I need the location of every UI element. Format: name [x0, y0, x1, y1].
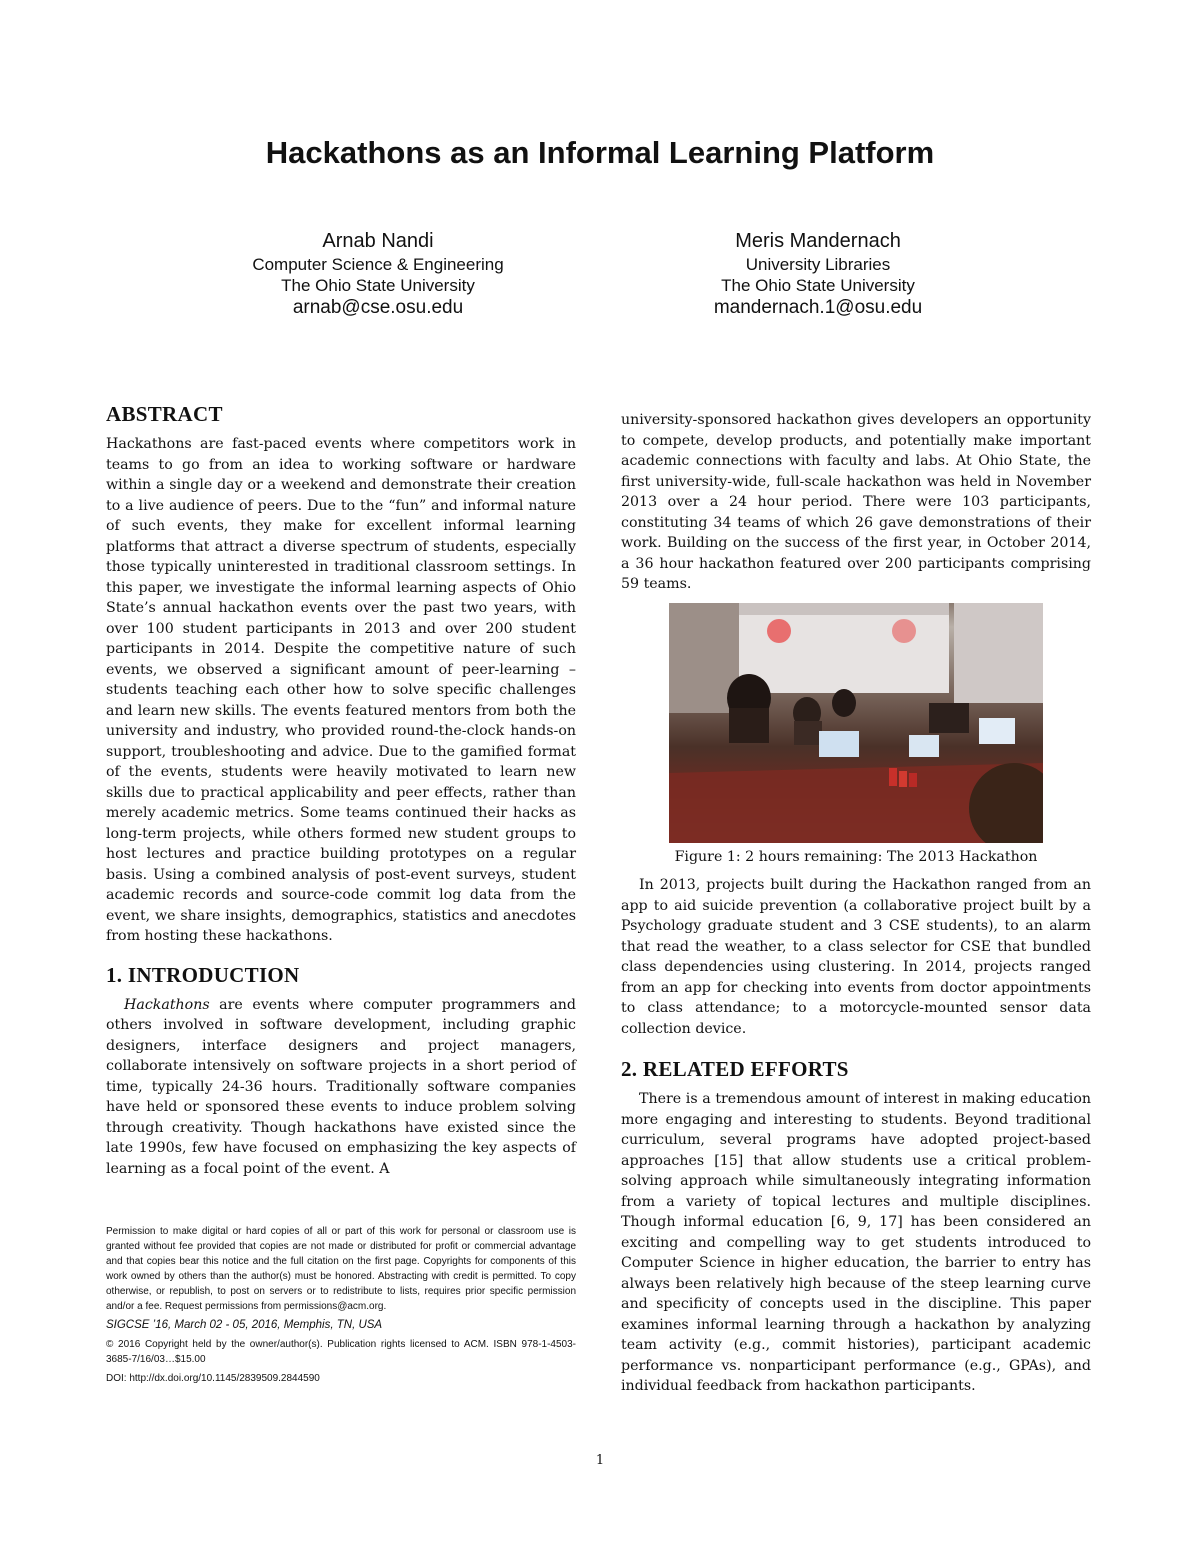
doi-link[interactable]: DOI: http://dx.doi.org/10.1145/2839509.2844590	[106, 1373, 320, 1384]
soda-can	[899, 771, 907, 787]
author-org: The Ohio State University	[281, 276, 475, 295]
person-silhouette	[832, 689, 856, 717]
abstract-text: Hackathons are fast-paced events where competitors work in teams to go from an idea to working software or hardware within a single day or a weekend and demonstrate their creation to a live audience of peers. Due to the “fun” and informal nature of such events, they make for excellent informal learning platforms that attract a diverse spectrum of students, especially those typically uninterested in traditional classroom settings. In this paper, we investigate the informal learning aspects of Ohio State’s annual hackathon events over the past two years, with over 100 student participants in 2013 and over 200 student participants in 2014. Despite the competitive nature of such events, we observed a significant amount of peer-learning – students teaching each other how to solve specific challenges and learn new skills. The events featured mentors from both the university and industry, who provided round-the-clock hands-on support, troubleshooting and advice. Due to the gamified format of the events, students were heavily motivated to learn new skills due to practical applicability and peer effects, rather than merely academic metrics. Some teams continued their hacks as long-term projects, while others formed new student groups to host lectures and practice building prototypes on a regular basis. Using a combined analysis of post-event surveys, student academic records and source-code commit log data from the event, we share insights, demographics, statistics and anecdotes from hosting these hackathons.	[106, 436, 576, 944]
abstract-heading: ABSTRACT	[106, 402, 223, 426]
laptop-screen	[979, 718, 1015, 744]
author-email[interactable]: arnab@cse.osu.edu	[292, 297, 464, 318]
author-name: Meris Mandernach	[735, 230, 901, 252]
author-name: Arnab Nandi	[322, 230, 434, 252]
author-email[interactable]: mandernach.1@osu.edu	[713, 297, 923, 318]
right-column	[621, 410, 1091, 1397]
timer-circle	[767, 619, 791, 643]
page-number: 1	[595, 1453, 605, 1468]
laptop-screen	[909, 735, 939, 757]
paper-title: Hackathons as an Informal Learning Platform	[265, 135, 935, 170]
related-efforts-heading: 2. RELATED EFFORTS	[621, 1057, 849, 1081]
author-block-2	[598, 228, 1038, 320]
screen-banner	[739, 603, 949, 615]
introduction-text	[106, 995, 576, 1180]
person-silhouette	[929, 703, 969, 733]
introduction-body: are events where computer programmers and others involved in software development, including graphic designers, interface designers and project managers, collaborate intensively on software projects in a short period of time, typically 24-36 hours. Traditionally software companies have held or sponsored these events to induce problem solving through creativity. Though hackathons have existed since the late 1990s, few have focused on emphasizing the key aspects of learning as a focal point of the event. A	[106, 996, 576, 1177]
intro-continued-text: university-sponsored hackathon gives developers an opportunity to compete, develop products, and potentially make important academic connections with faculty and labs. At Ohio State, the first university-wide, full-scale hackathon was held in November 2013 over a 24 hour period. There were 103 participants, constituting 34 teams of which 26 gave demonstrations of their work. Building on the success of the first year, in October 2014, a 36 hour hackathon featured over 200 participants comprising 59 teams.	[621, 412, 1091, 592]
hackathons-term: Hackathons	[124, 996, 210, 1013]
permission-text: Permission to make digital or hard copies of all or part of this work for personal or classroom use is granted without fee provided that copies are not made or distributed for profit or commercial advantage and that copies bear this notice and the full citation on the first page. Copyrights for components of this work owned by others than the author(s) must be honored. Abstracting with credit is permitted. To copy otherwise, or republish, to post on servers or to redistribute to lists, requires prior specific permission and/or a fee. Request permissions from permissions@acm.org.	[106, 1226, 576, 1312]
projects-text: In 2013, projects built during the Hackathon ranged from an app to aid suicide prevention (a collaborative project built by a Psychology graduate student and 3 CSE students), to an alarm that read the weather, to a class selector for CSE that bundled class dependencies using clustering. In 2014, projects ranged from an app for checking into events from doctor appointments to class attendance; to a motorcycle-mounted sensor data collection device.	[621, 877, 1091, 1037]
figure-caption: Figure 1: 2 hours remaining: The 2013 Hackathon	[674, 848, 1038, 865]
copyright-notice: © 2016 Copyright held by the owner/author(s). Publication rights licensed to ACM. ISBN 978-1-4503-3685-7/16/03…$15.00	[106, 1339, 576, 1365]
soda-can	[889, 768, 897, 786]
timer-circle	[892, 619, 916, 643]
person-silhouette	[729, 708, 769, 743]
permission-block	[106, 1224, 576, 1386]
left-column	[106, 400, 576, 1179]
author-dept: University Libraries	[745, 255, 891, 274]
laptop-screen	[819, 731, 859, 757]
author-dept: Computer Science & Engineering	[252, 255, 504, 274]
soda-can	[909, 773, 917, 787]
hackathon-photo-illustration	[669, 603, 1043, 843]
person-silhouette	[794, 721, 822, 745]
author-org: The Ohio State University	[721, 276, 915, 295]
whiteboard	[954, 603, 1043, 703]
projection-screen	[739, 603, 949, 693]
related-efforts-text: There is a tremendous amount of interest in making education more engaging and interesting to students. Beyond traditional curriculum, several programs have adopted project-based approaches [15] that allow students use a critical problem-solving approach while simultaneously integrating information from a variety of topical lectures and multiple disciplines. Though informal education [6, 9, 17] has been considered an exciting and compelling way to get students introduced to Computer Science in higher education, the barrier to entry has always been relatively high because of the steep learning curve and specificity of concepts used in the discipline. This paper examines informal learning through a hackathon by analyzing team activity (e.g., commit histories), participant academic performance vs. nonparticipant performance (e.g., GPAs), and individual feedback from hackathon participants.	[621, 1091, 1091, 1394]
author-block-1	[158, 228, 598, 320]
introduction-heading: 1. INTRODUCTION	[106, 962, 300, 987]
conference-info: SIGCSE ’16, March 02 - 05, 2016, Memphis, TN, USA	[106, 1319, 383, 1331]
hackathon-photo	[669, 603, 1043, 843]
